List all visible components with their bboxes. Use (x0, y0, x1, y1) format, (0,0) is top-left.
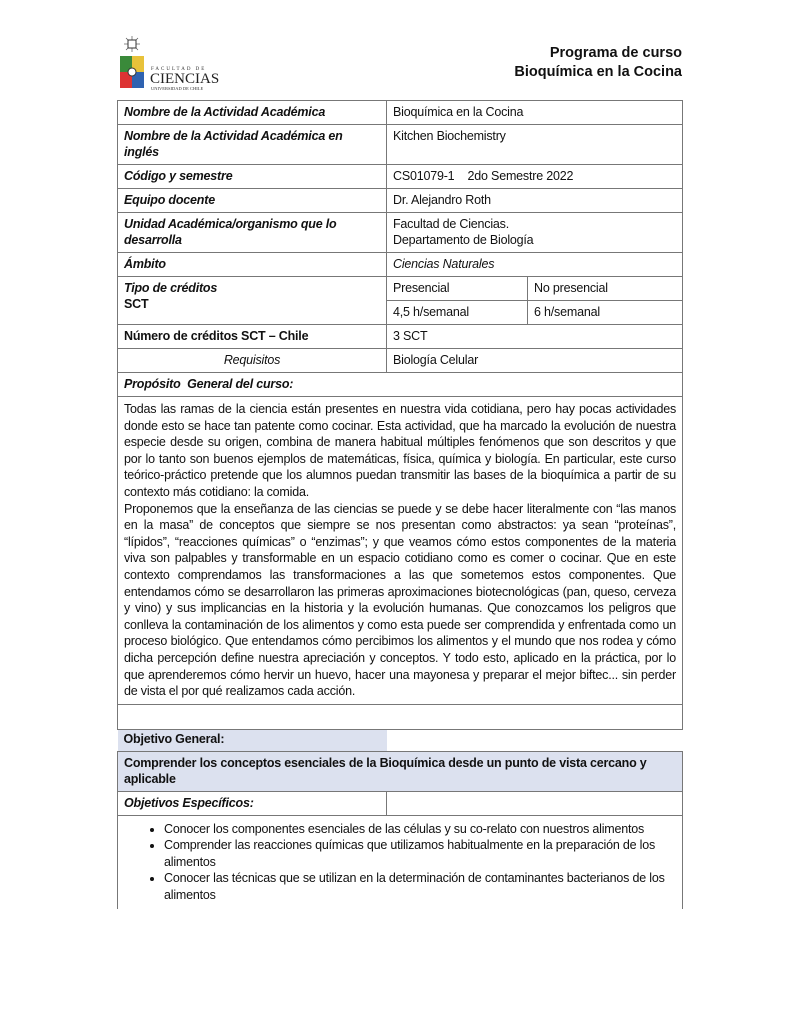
objetivo-general-text: Comprender los conceptos esenciales de la Bioquímica desde un punto de vista cercano y aplicable (118, 751, 683, 791)
table-row (118, 325, 683, 349)
table-row (118, 791, 683, 815)
table-row (118, 397, 683, 705)
faculty-logo (118, 34, 228, 104)
list-item: • Conocer los componentes esenciales de las células y su co-relato con nuestros alimentos (164, 821, 676, 838)
row-value: 3 SCT (387, 325, 683, 349)
paragraph: Proponemos que la enseñanza de las ciencias se puede y se debe hacer literalmente con “las manos en la masa” de conceptos que siempre se nos presentan como abstractos: ya sean “proteínas”, “lípidos”, “reacciones químicas” o “enzimas”; y que veamos cómo estos componentes de la materia viva son palpables y transformable en un espacio cotidiano como es comer o cocinar. Que en este contexto comprendamos las transformaciones a las que sometemos estos componentes. Que entendamos cómo se desarrollaron las primeras aproximaciones biotecnológicas (pan, queso, cerveza y vino) y sus implicancias en la historia y la evolución humanas. Que conozcamos los peligros que conlleva la contaminación de los alimentos y como esta puede ser comprendida y enfrentada como un proceso biológico. Que entendamos cómo percibimos los alimentos y el mundo que nos rodea y cómo dicha percepción define nuestra apreciación y conceptos. Y todo esto, aplicado en la práctica, por lo que aprenderemos cómo hervir un huevo, hacer una mayonesa y preparar el mejor biftec... sin perder de vista el por qué realizamos cada acción. (124, 501, 676, 699)
row-label: Requisitos (118, 349, 387, 373)
table-row (118, 189, 683, 213)
no-presencial-value: 6 h/semanal (528, 301, 683, 325)
course-table (117, 100, 683, 909)
row-value: Ciencias Naturales (387, 253, 683, 277)
svg-text:FACULTAD DE: FACULTAD DE (151, 67, 207, 72)
table-row (118, 704, 683, 729)
table-row (118, 165, 683, 189)
header-line-1: Programa de curso (549, 45, 682, 61)
presencial-value: 4,5 h/semanal (387, 301, 528, 325)
presencial-header: Presencial (387, 277, 528, 301)
table-row (118, 751, 683, 791)
value-line: Departamento de Biología (393, 233, 534, 247)
row-value: Biología Celular (387, 349, 683, 373)
objetivos-list-cell (118, 815, 683, 909)
label-line: SCT (124, 297, 149, 311)
row-label: Nombre de la Actividad Académica en inglés (118, 125, 387, 165)
row-label: Unidad Académica/organismo que lo desarrolla (118, 213, 387, 253)
proposito-text (118, 397, 683, 705)
table-row (118, 349, 683, 373)
objetivo-general-title: Objetivo General: (118, 729, 387, 751)
paragraph: Todas las ramas de la ciencia están presentes en nuestra vida cotidiana, pero hay pocas actividades donde esto se hace tan patente como cocinar. Esta actividad, que ha marcado la evolución de nuestra especie desde su origen, combina de manera habitual múltiples fenómenos que son descritos y que por lo tanto son buenos ejemplos de matemáticas, física, química y biología. En particular, este curso teórico-práctico pretende que los alumnos puedan transmitir las bases de la bioquímica a partir de su contexto más cotidiano: la comida. (124, 402, 676, 499)
row-label: Nombre de la Actividad Académica (118, 101, 387, 125)
row-value: Dr. Alejandro Roth (387, 189, 683, 213)
table-row (118, 253, 683, 277)
document-header (514, 44, 682, 82)
row-value: Bioquímica en la Cocina (387, 101, 683, 125)
row-value: Kitchen Biochemistry (387, 125, 683, 165)
row-label (118, 277, 387, 325)
table-row (118, 125, 683, 165)
objetivos-especificos-title: Objetivos Específicos: (118, 791, 387, 815)
list-item: • Comprender las reacciones químicas que utilizamos habitualmente en la preparación de los alimentos (164, 837, 676, 870)
svg-text:UNIVERSIDAD DE CHILE: UNIVERSIDAD DE CHILE (151, 86, 204, 91)
row-label: Ámbito (118, 253, 387, 277)
no-presencial-header: No presencial (528, 277, 683, 301)
list-item: • Conocer las técnicas que se utilizan en la determinación de contaminantes bacterianos de los alimentos (164, 870, 676, 903)
objetivos-list (124, 821, 676, 904)
blank-cell (387, 729, 683, 751)
table-row (118, 213, 683, 253)
table-row (118, 277, 683, 301)
table-row (118, 729, 683, 751)
label-line: Tipo de créditos (124, 281, 218, 295)
svg-text:CIENCIAS: CIENCIAS (150, 71, 220, 87)
blank-cell (387, 791, 683, 815)
row-label: Número de créditos SCT – Chile (118, 325, 387, 349)
table-row (118, 373, 683, 397)
row-value (387, 213, 683, 253)
row-label: Equipo docente (118, 189, 387, 213)
header-line-2: Bioquímica en la Cocina (514, 64, 682, 80)
row-value: CS01079-1 2do Semestre 2022 (387, 165, 683, 189)
value-line: Facultad de Ciencias. (393, 217, 510, 231)
proposito-title: Propósito General del curso: (118, 373, 683, 397)
row-label: Código y semestre (118, 165, 387, 189)
table-row (118, 101, 683, 125)
table-row (118, 815, 683, 909)
university-seal-icon (118, 34, 228, 104)
empty-row (118, 704, 683, 729)
